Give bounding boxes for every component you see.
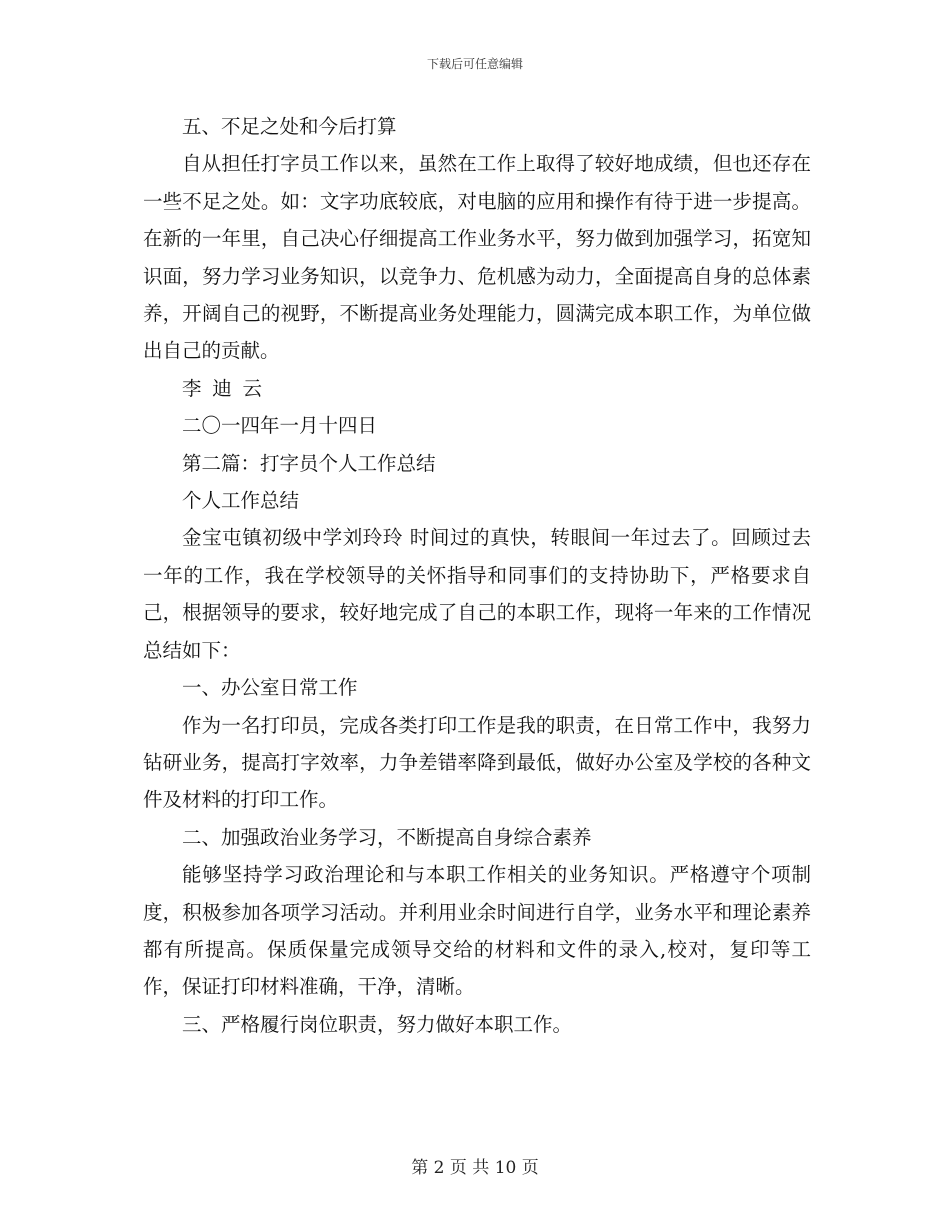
document-body	[143, 108, 811, 1043]
page-header: 下载后可任意编辑	[426, 57, 523, 71]
signature-name: 李迪云	[182, 376, 273, 400]
section-3-heading: 三、严格履行岗位职责，努力做好本职工作。	[182, 1012, 573, 1036]
section-1-heading: 一、办公室日常工作	[182, 676, 358, 700]
section-5-heading: 五、不足之处和今后打算	[182, 115, 397, 138]
section-2-body: 能够坚持学习政治理论和与本职工作相关的业务知识。严格遵守个项制度，积极参加各项学习活动。并利用业余时间进行自学，业务水平和理论素养都有所提高。保质保量完成领导交给的材料和文件的录入,校对，复印等工作，保证打印材料准确，干净，清晰。	[143, 863, 811, 999]
section-2-heading: 二、加强政治业务学习，不断提高自身综合素养	[182, 825, 592, 849]
section-5-body: 自从担任打字员工作以来，虽然在工作上取得了较好地成绩，但也还存在一些不足之处。如：文字功底较底，对电脑的应用和操作有待于进一步提高。在新的一年里，自己决心仔细提高工作业务水平，努力做到加强学习，拓宽知识面，努力学习业务知识，以竞争力、危机感为动力，全面提高自身的总体素养，开阔自己的视野，不断提高业务处理能力，圆满完成本职工作，为单位做出自己的贡献。	[143, 152, 811, 363]
intro-body: 金宝屯镇初级中学刘玲玲 时间过的真快，转眼间一年过去了。回顾过去一年的工作，我在学校领导的关怀指导和同事们的支持协助下，严格要求自己，根据领导的要求，较好地完成了自己的本职工作，现将一年来的工作情况总结如下：	[143, 526, 811, 662]
section-1-body: 作为一名打印员，完成各类打印工作是我的职责，在日常工作中，我努力钻研业务，提高打字效率，力争差错率降到最低，做好办公室及学校的各种文件及材料的打印工作。	[143, 713, 811, 812]
signature-date: 二〇一四年一月十四日	[182, 414, 378, 438]
page-footer: 第 2 页 共 10 页	[411, 1158, 539, 1178]
summary-title: 个人工作总结	[182, 489, 300, 513]
chapter-2-title: 第二篇：打字员个人工作总结	[182, 451, 436, 475]
